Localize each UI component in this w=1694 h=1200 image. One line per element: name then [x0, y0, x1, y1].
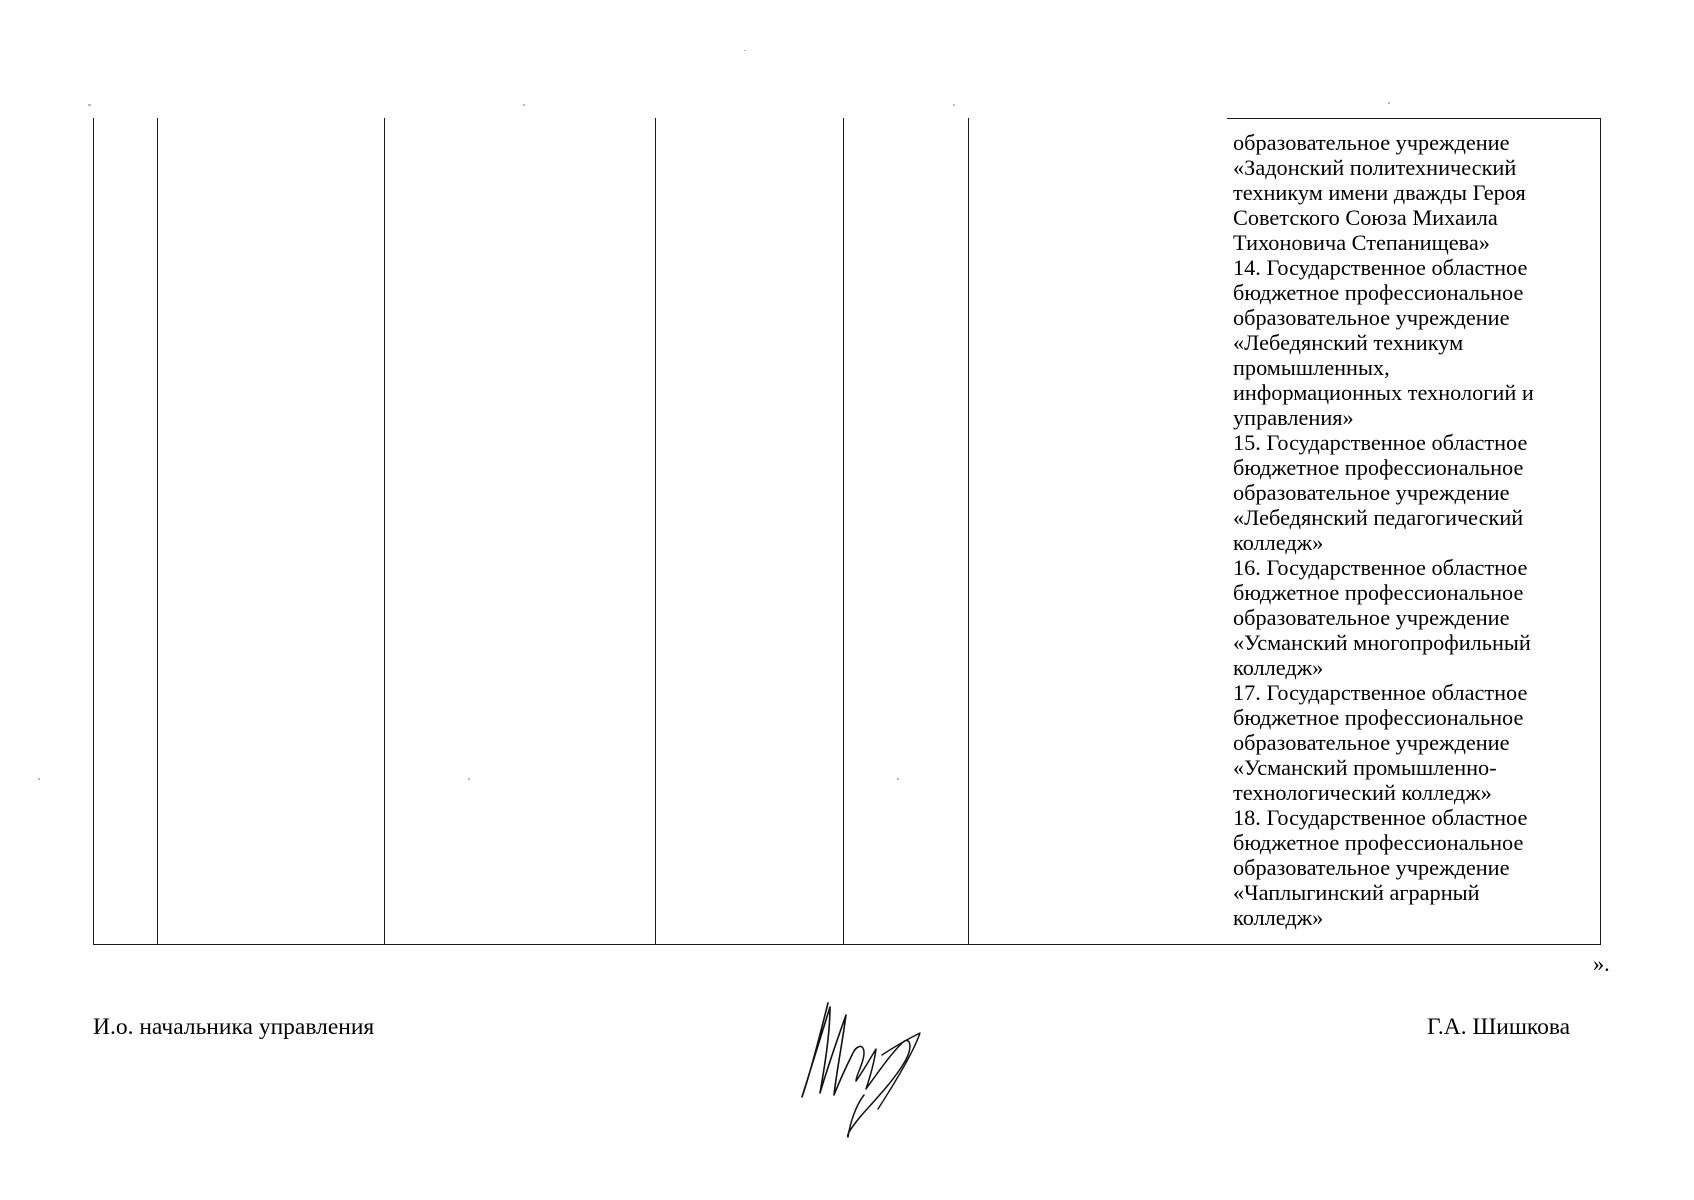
scan-speck	[744, 50, 746, 51]
organization-text-line: промышленных,	[1233, 355, 1390, 380]
organization-text-line: «Лебедянский педагогический	[1233, 505, 1524, 530]
organization-text-line: образовательное учреждение	[1233, 130, 1510, 155]
organization-text-line: 18. Государственное областное	[1233, 805, 1528, 830]
organization-text-line: «Усманский многопрофильный	[1233, 630, 1531, 655]
organization-text-line: технологический колледж»	[1233, 780, 1492, 805]
scan-speck	[1388, 102, 1390, 104]
organizations-list	[1233, 130, 1593, 930]
organization-text-line: колледж»	[1233, 905, 1324, 930]
organization-text-line: образовательное учреждение	[1233, 480, 1510, 505]
table-column-border	[93, 118, 94, 944]
organization-text-line: Тихоновича Степанищева»	[1233, 230, 1490, 255]
organization-text-line: 16. Государственное областное	[1233, 555, 1528, 580]
organization-text-line: бюджетное профессиональное	[1233, 705, 1524, 730]
organization-text-line: 15. Государственное областное	[1233, 430, 1528, 455]
signer-name: Г.А. Шишкова	[1427, 1014, 1571, 1040]
table-column-border	[384, 118, 385, 944]
organization-text-line: 17. Государственное областное	[1233, 680, 1528, 705]
organization-text-line: управления»	[1233, 405, 1354, 430]
organization-text-line: информационных технологий и	[1233, 380, 1534, 405]
organization-text-line: «Задонский политехнический	[1233, 155, 1517, 180]
table-column-border	[157, 118, 158, 944]
scan-speck	[38, 778, 40, 780]
organization-text-line: бюджетное профессиональное	[1233, 455, 1524, 480]
organization-text-line: «Лебедянский техникум	[1233, 330, 1464, 355]
table-bottom-border	[93, 944, 1601, 945]
table-column-border	[843, 118, 844, 944]
organization-text-line: бюджетное профессиональное	[1233, 580, 1524, 605]
scan-speck	[523, 104, 525, 106]
data-table	[93, 118, 1601, 944]
organization-text-line: бюджетное профессиональное	[1233, 280, 1524, 305]
organization-text-line: образовательное учреждение	[1233, 605, 1510, 630]
organization-text-line: Советского Союза Михаила	[1233, 205, 1498, 230]
scan-speck	[468, 778, 470, 780]
scan-speck	[953, 104, 955, 106]
scan-speck	[88, 104, 91, 106]
organization-text-line: «Усманский промышленно-	[1233, 755, 1497, 780]
table-column-border	[968, 118, 969, 944]
handwritten-signature	[790, 985, 940, 1140]
scan-speck	[897, 778, 899, 780]
organization-text-line: образовательное учреждение	[1233, 305, 1510, 330]
organization-text-line: техникум имени дважды Героя	[1233, 180, 1526, 205]
closing-quote: ».	[1593, 951, 1610, 976]
signer-position: И.о. начальника управления	[93, 1014, 375, 1040]
organization-text-line: колледж»	[1233, 655, 1324, 680]
organization-text-line: образовательное учреждение	[1233, 730, 1510, 755]
organization-text-line: бюджетное профессиональное	[1233, 830, 1524, 855]
organization-text-line: колледж»	[1233, 530, 1324, 555]
organization-text-line: образовательное учреждение	[1233, 855, 1510, 880]
table-column-border	[655, 118, 656, 944]
organization-text-line: «Чаплыгинский аграрный	[1233, 880, 1480, 905]
organization-text-line: 14. Государственное областное	[1233, 255, 1528, 280]
